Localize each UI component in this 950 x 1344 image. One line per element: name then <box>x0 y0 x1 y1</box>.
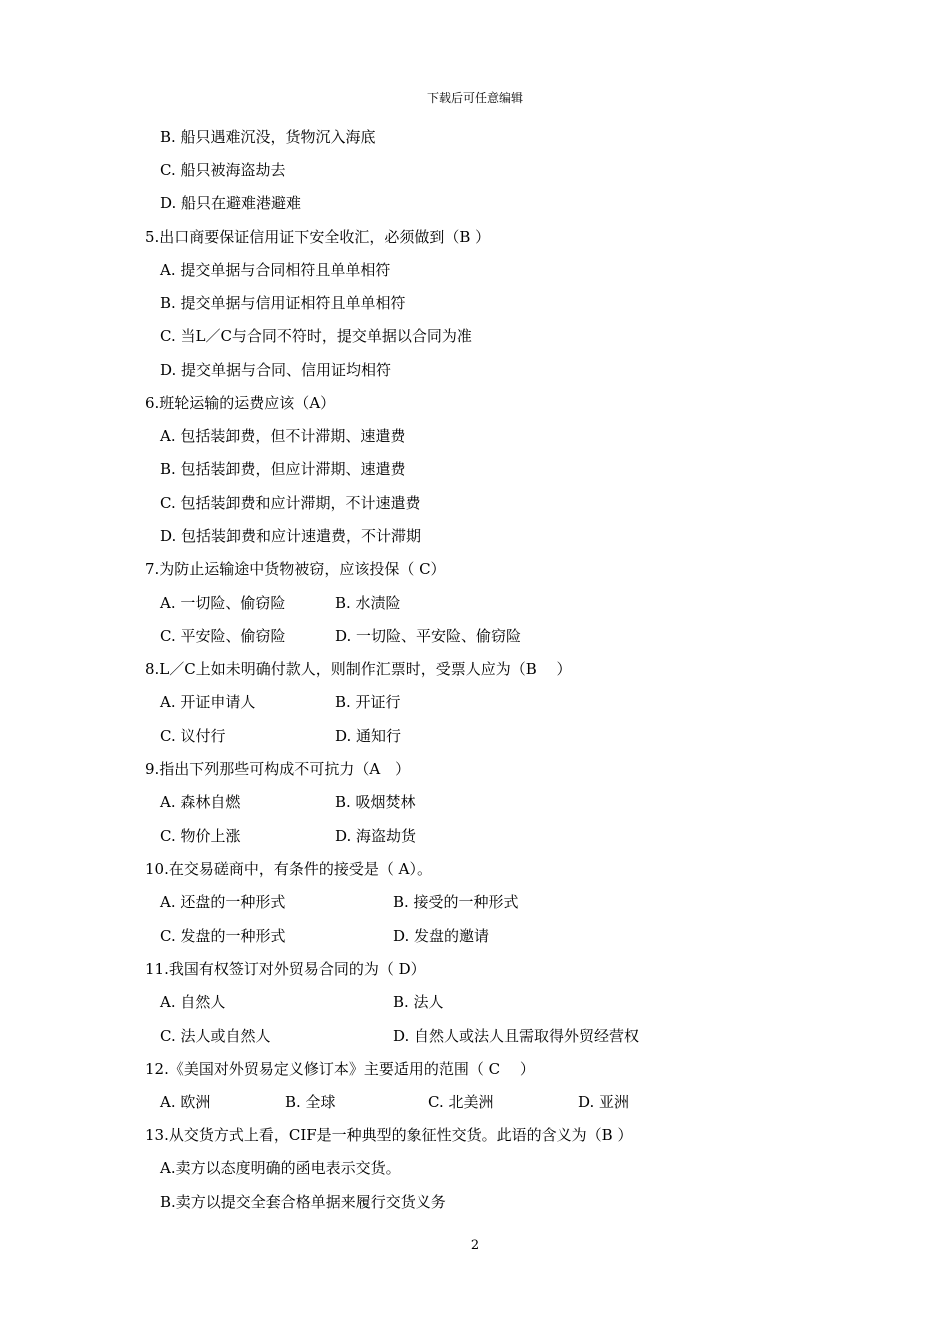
answer-options <box>0 1158 950 1180</box>
option-cell: D. 海盗劫货 <box>335 827 417 845</box>
answer-options <box>0 426 950 448</box>
question-text: 12.《美国对外贸易定义修订本》主要适用的范围（ C ） <box>145 1060 535 1078</box>
option-cell: C. 平安险、偷窃险 <box>160 627 286 645</box>
page-number: 2 <box>470 1238 480 1253</box>
option-cell: A. 开证申请人 <box>160 693 256 711</box>
answer-options <box>0 593 950 615</box>
option-text: D. 包括装卸费和应计速遣费，不计滞期 <box>160 527 422 545</box>
option-cell: C. 物价上涨 <box>160 827 241 845</box>
answer-options <box>0 193 950 215</box>
question-stem <box>0 227 950 249</box>
option-cell: C. 议付行 <box>160 727 226 745</box>
option-cell: B. 法人 <box>393 993 444 1011</box>
question-stem <box>0 559 950 581</box>
option-text: A. 包括装卸费，但不计滞期、速遣费 <box>160 427 406 445</box>
question-stem <box>0 393 950 415</box>
option-cell: D. 发盘的邀请 <box>393 927 490 945</box>
option-cell: B. 水渍险 <box>335 594 401 612</box>
answer-options <box>0 459 950 481</box>
answer-options <box>0 326 950 348</box>
answer-options <box>0 926 950 948</box>
option-cell: C. 法人或自然人 <box>160 1027 271 1045</box>
option-cell: C. 发盘的一种形式 <box>160 927 286 945</box>
question-text: 6.班轮运输的运费应该（A） <box>145 394 336 412</box>
question-text: 7.为防止运输途中货物被窃，应该投保（ C） <box>145 560 446 578</box>
option-cell: B. 接受的一种形式 <box>393 893 519 911</box>
answer-options <box>0 692 950 714</box>
option-cell: A. 一切险、偷窃险 <box>160 594 286 612</box>
option-cell: B. 吸烟焚林 <box>335 793 416 811</box>
answer-options <box>0 360 950 382</box>
question-stem <box>0 959 950 981</box>
option-text: A.卖方以态度明确的函电表示交货。 <box>160 1159 401 1177</box>
option-cell: B. 全球 <box>285 1093 336 1111</box>
option-cell: D. 亚洲 <box>578 1093 630 1111</box>
answer-options <box>0 1026 950 1048</box>
option-cell: A. 还盘的一种形式 <box>160 893 286 911</box>
question-text: 10.在交易磋商中，有条件的接受是（ A）。 <box>145 860 432 878</box>
option-cell: A. 欧洲 <box>160 1093 211 1111</box>
question-text: 11.我国有权签订对外贸易合同的为（ D） <box>145 960 426 978</box>
answer-options <box>0 293 950 315</box>
page-header: 下载后可任意编辑 <box>426 91 523 105</box>
option-cell: B. 开证行 <box>335 693 401 711</box>
answer-options <box>0 992 950 1014</box>
option-text: B.卖方以提交全套合格单据来履行交货义务 <box>160 1193 446 1211</box>
option-text: B. 包括装卸费，但应计滞期、速遣费 <box>160 460 406 478</box>
answer-options <box>0 160 950 182</box>
answer-options <box>0 626 950 648</box>
answer-options <box>0 826 950 848</box>
answer-options <box>0 1092 950 1114</box>
question-stem <box>0 1125 950 1147</box>
option-cell: A. 森林自燃 <box>160 793 241 811</box>
question-stem <box>0 1059 950 1081</box>
option-text: B. 提交单据与信用证相符且单单相符 <box>160 294 406 312</box>
question-stem <box>0 659 950 681</box>
question-text: 5.出口商要保证信用证下安全收汇，必须做到（B ） <box>145 228 491 246</box>
question-text: 13.从交货方式上看，CIF是一种典型的象征性交货。此语的含义为（B ） <box>145 1126 633 1144</box>
answer-options <box>0 493 950 515</box>
question-text: 9.指出下列那些可构成不可抗力（A ） <box>145 760 411 778</box>
question-stem <box>0 859 950 881</box>
answer-options <box>0 260 950 282</box>
option-cell: D. 通知行 <box>335 727 402 745</box>
option-cell: D. 自然人或法人且需取得外贸经营权 <box>393 1027 640 1045</box>
answer-options <box>0 1192 950 1214</box>
option-cell: D. 一切险、平安险、偷窃险 <box>335 627 522 645</box>
option-text: C. 船只被海盗劫去 <box>160 161 286 179</box>
question-stem <box>0 759 950 781</box>
option-text: D. 提交单据与合同、信用证均相符 <box>160 361 392 379</box>
option-text: C. 包括装卸费和应计滞期，不计速遣费 <box>160 494 421 512</box>
option-cell: C. 北美洲 <box>428 1093 494 1111</box>
option-text: C. 当L／C与合同不符时，提交单据以合同为准 <box>160 327 472 345</box>
option-text: A. 提交单据与合同相符且单单相符 <box>160 261 391 279</box>
answer-options <box>0 127 950 149</box>
option-text: B. 船只遇难沉没，货物沉入海底 <box>160 128 376 146</box>
question-text: 8.L／C上如未明确付款人，则制作汇票时，受票人应为（B ） <box>145 660 572 678</box>
answer-options <box>0 792 950 814</box>
answer-options <box>0 726 950 748</box>
answer-options <box>0 526 950 548</box>
option-text: D. 船只在避难港避难 <box>160 194 302 212</box>
answer-options <box>0 892 950 914</box>
option-cell: A. 自然人 <box>160 993 226 1011</box>
